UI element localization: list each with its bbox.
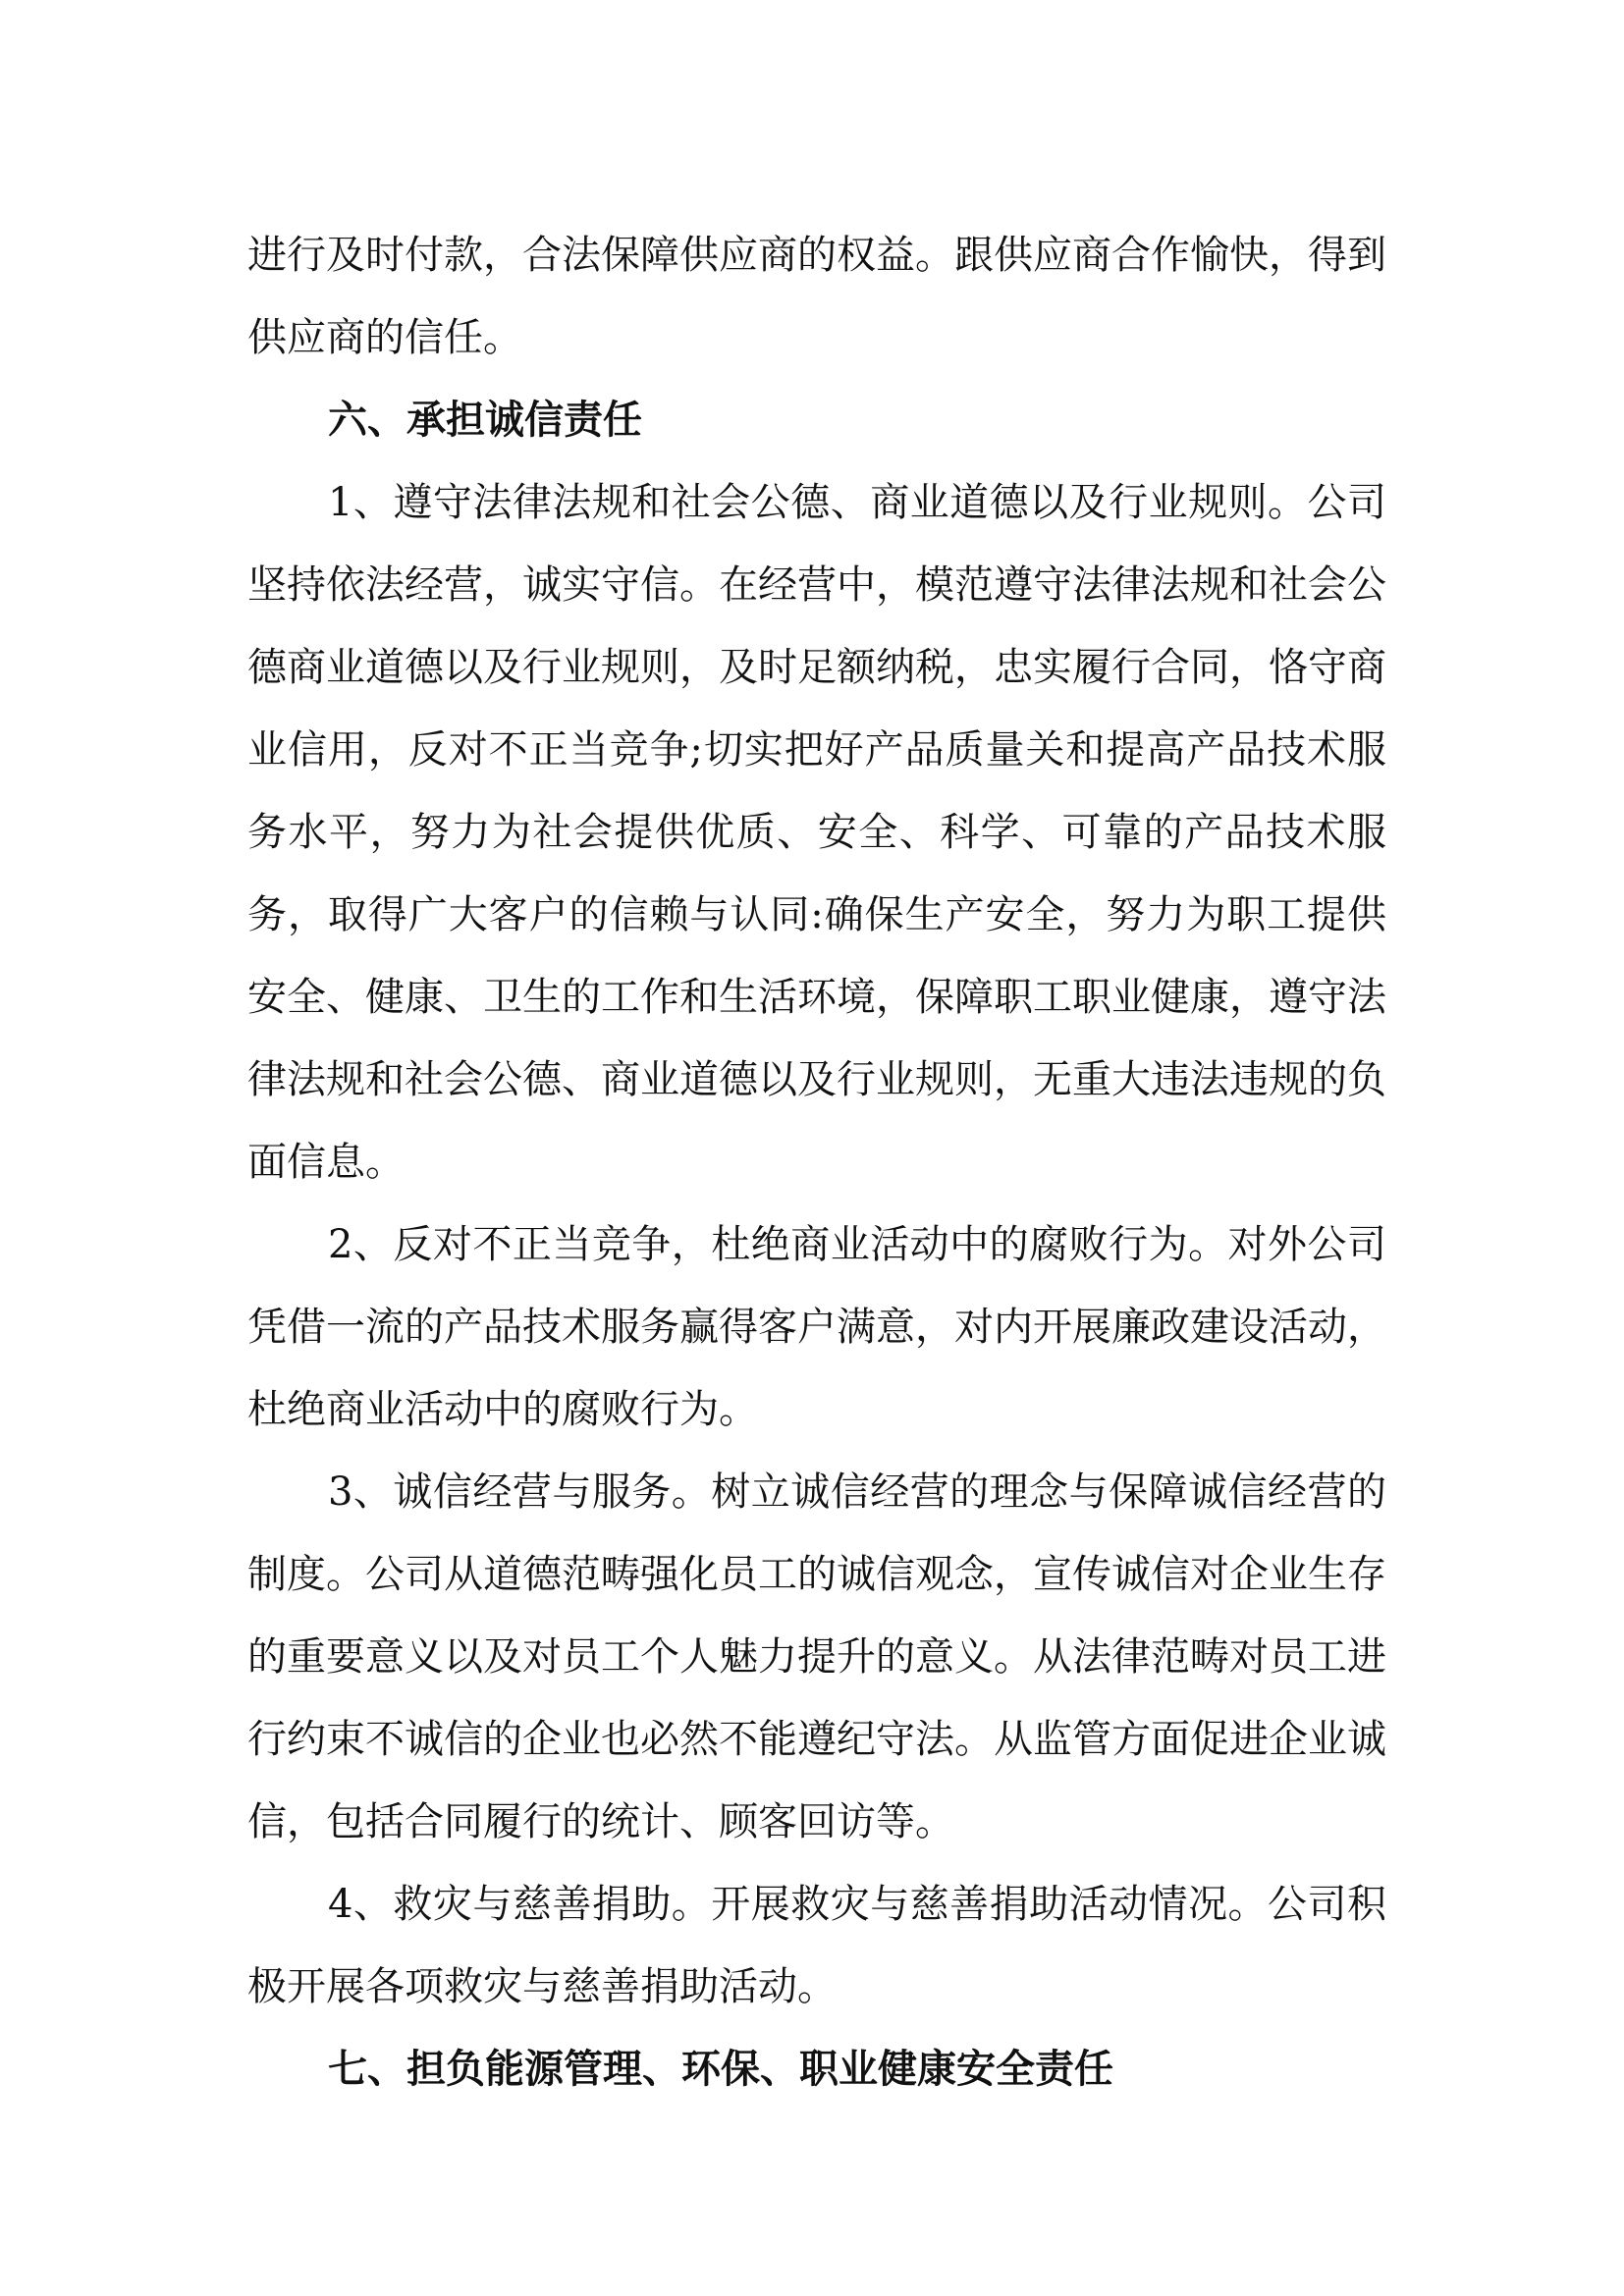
section-6-paragraph-3: 3、诚信经营与服务。树立诚信经营的理念与保障诚信经营的制度。公司从道德范畴强化员工的诚信观念，宣传诚信对企业生存的重要意义以及对员工个人魅力提升的意义。从法律范畴对员工进行约束不诚信的企业也必然不能遵纪守法。从监管方面促进企业诚信，包括合同履行的统计、顾客回访等。 bbox=[247, 1469, 1386, 1844]
document-body bbox=[247, 214, 1386, 2110]
section-6-paragraph-1: 1、遵守法律法规和社会公德、商业道德以及行业规则。公司坚持依法经营，诚实守信。在经营中，模范遵守法律法规和社会公德商业道德以及行业规则，及时足额纳税，忠实履行合同，恪守商业信用，反对不正当竞争;切实把好产品质量关和提高产品技术服务水平，努力为社会提供优质、安全、科学、可靠的产品技术服务，取得广大客户的信赖与认同:确保生产安全，努力为职工提供安全、健康、卫生的工作和生活环境，保障职工职业健康，遵守法律法规和社会公德、商业道德以及行业规则，无重大违法违规的负面信息。 bbox=[247, 480, 1386, 1185]
section-6-heading: 六、承担诚信责任 bbox=[328, 398, 642, 443]
section-6-paragraph-2: 2、反对不正当竞争，杜绝商业活动中的腐败行为。对外公司凭借一流的产品技术服务赢得客户满意，对内开展廉政建设活动，杜绝商业活动中的腐败行为。 bbox=[247, 1222, 1386, 1432]
section-6-paragraph-4: 4、救灾与慈善捐助。开展救灾与慈善捐助活动情况。公司积极开展各项救灾与慈善捐助活动。 bbox=[247, 1882, 1386, 2009]
continuation-paragraph: 进行及时付款，合法保障供应商的权益。跟供应商合作愉快，得到供应商的信任。 bbox=[247, 233, 1386, 360]
section-7-heading: 七、担负能源管理、环保、职业健康安全责任 bbox=[328, 2047, 1113, 2092]
